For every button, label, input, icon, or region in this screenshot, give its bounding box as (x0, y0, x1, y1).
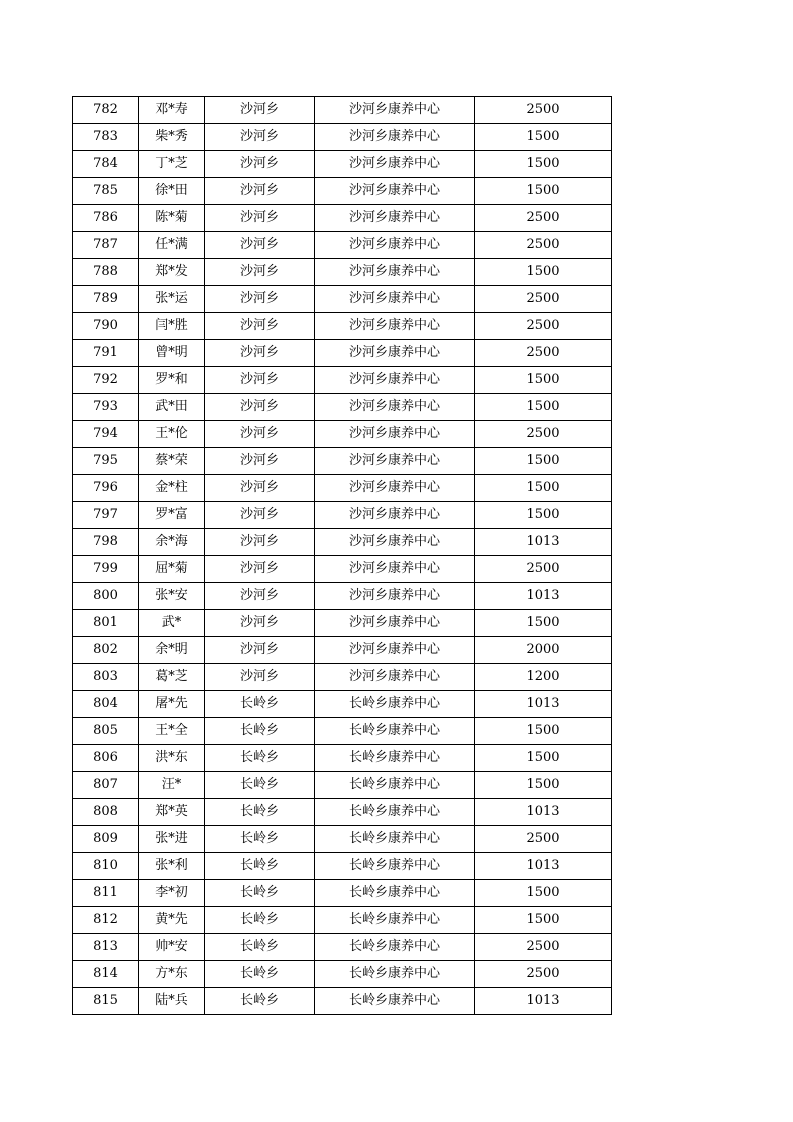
table-row (73, 286, 612, 313)
amount-cell: 1500 (475, 610, 612, 637)
township-cell: 沙河乡 (205, 421, 315, 448)
name-cell: 张*进 (139, 826, 205, 853)
roster-body (73, 97, 612, 1015)
amount-cell: 2500 (475, 826, 612, 853)
table-row (73, 529, 612, 556)
amount-cell: 2500 (475, 961, 612, 988)
amount-cell: 1500 (475, 772, 612, 799)
table-row (73, 502, 612, 529)
name-cell: 武*田 (139, 394, 205, 421)
name-cell: 余*明 (139, 637, 205, 664)
table-row (73, 934, 612, 961)
township-cell: 沙河乡 (205, 232, 315, 259)
care-center-cell: 沙河乡康养中心 (315, 124, 475, 151)
amount-cell: 1013 (475, 691, 612, 718)
care-center-cell: 沙河乡康养中心 (315, 178, 475, 205)
row-number-cell: 808 (73, 799, 139, 826)
name-cell: 李*初 (139, 880, 205, 907)
amount-cell: 2500 (475, 286, 612, 313)
care-center-cell: 长岭乡康养中心 (315, 772, 475, 799)
name-cell: 邓*寿 (139, 97, 205, 124)
care-center-cell: 长岭乡康养中心 (315, 718, 475, 745)
care-center-cell: 沙河乡康养中心 (315, 151, 475, 178)
row-number-cell: 809 (73, 826, 139, 853)
care-center-cell: 长岭乡康养中心 (315, 934, 475, 961)
township-cell: 长岭乡 (205, 907, 315, 934)
row-number-cell: 796 (73, 475, 139, 502)
amount-cell: 1013 (475, 529, 612, 556)
township-cell: 沙河乡 (205, 502, 315, 529)
table-row (73, 97, 612, 124)
table-row (73, 340, 612, 367)
amount-cell: 1500 (475, 745, 612, 772)
amount-cell: 1500 (475, 718, 612, 745)
table-row (73, 151, 612, 178)
amount-cell: 1500 (475, 475, 612, 502)
name-cell: 王*全 (139, 718, 205, 745)
table-row (73, 367, 612, 394)
row-number-cell: 793 (73, 394, 139, 421)
table-row (73, 394, 612, 421)
township-cell: 长岭乡 (205, 745, 315, 772)
name-cell: 闫*胜 (139, 313, 205, 340)
township-cell: 长岭乡 (205, 961, 315, 988)
name-cell: 张*运 (139, 286, 205, 313)
table-row (73, 718, 612, 745)
name-cell: 曾*明 (139, 340, 205, 367)
township-cell: 长岭乡 (205, 691, 315, 718)
row-number-cell: 787 (73, 232, 139, 259)
name-cell: 徐*田 (139, 178, 205, 205)
table-row (73, 853, 612, 880)
amount-cell: 1200 (475, 664, 612, 691)
township-cell: 沙河乡 (205, 448, 315, 475)
row-number-cell: 792 (73, 367, 139, 394)
amount-cell: 2500 (475, 421, 612, 448)
township-cell: 沙河乡 (205, 529, 315, 556)
row-number-cell: 786 (73, 205, 139, 232)
township-cell: 沙河乡 (205, 313, 315, 340)
row-number-cell: 811 (73, 880, 139, 907)
amount-cell: 1013 (475, 583, 612, 610)
care-center-cell: 长岭乡康养中心 (315, 826, 475, 853)
township-cell: 长岭乡 (205, 934, 315, 961)
name-cell: 葛*芝 (139, 664, 205, 691)
care-center-cell: 沙河乡康养中心 (315, 313, 475, 340)
name-cell: 任*满 (139, 232, 205, 259)
care-center-cell: 沙河乡康养中心 (315, 259, 475, 286)
care-center-cell: 沙河乡康养中心 (315, 367, 475, 394)
row-number-cell: 785 (73, 178, 139, 205)
amount-cell: 2500 (475, 934, 612, 961)
township-cell: 长岭乡 (205, 880, 315, 907)
township-cell: 沙河乡 (205, 205, 315, 232)
name-cell: 郑*发 (139, 259, 205, 286)
name-cell: 陆*兵 (139, 988, 205, 1015)
township-cell: 沙河乡 (205, 637, 315, 664)
township-cell: 长岭乡 (205, 853, 315, 880)
amount-cell: 1500 (475, 502, 612, 529)
row-number-cell: 815 (73, 988, 139, 1015)
care-center-cell: 沙河乡康养中心 (315, 448, 475, 475)
township-cell: 沙河乡 (205, 367, 315, 394)
name-cell: 黄*先 (139, 907, 205, 934)
row-number-cell: 794 (73, 421, 139, 448)
township-cell: 沙河乡 (205, 610, 315, 637)
row-number-cell: 812 (73, 907, 139, 934)
row-number-cell: 801 (73, 610, 139, 637)
care-center-cell: 长岭乡康养中心 (315, 853, 475, 880)
township-cell: 沙河乡 (205, 475, 315, 502)
row-number-cell: 800 (73, 583, 139, 610)
name-cell: 罗*富 (139, 502, 205, 529)
name-cell: 帅*安 (139, 934, 205, 961)
name-cell: 金*柱 (139, 475, 205, 502)
row-number-cell: 803 (73, 664, 139, 691)
township-cell: 长岭乡 (205, 718, 315, 745)
amount-cell: 2500 (475, 556, 612, 583)
amount-cell: 1500 (475, 907, 612, 934)
row-number-cell: 783 (73, 124, 139, 151)
row-number-cell: 813 (73, 934, 139, 961)
amount-cell: 1013 (475, 988, 612, 1015)
table-row (73, 313, 612, 340)
table-row (73, 421, 612, 448)
name-cell: 方*东 (139, 961, 205, 988)
table-row (73, 772, 612, 799)
row-number-cell: 789 (73, 286, 139, 313)
table-row (73, 880, 612, 907)
name-cell: 蔡*荣 (139, 448, 205, 475)
township-cell: 长岭乡 (205, 772, 315, 799)
township-cell: 沙河乡 (205, 286, 315, 313)
row-number-cell: 797 (73, 502, 139, 529)
table-row (73, 826, 612, 853)
table-row (73, 556, 612, 583)
table-row (73, 448, 612, 475)
name-cell: 郑*英 (139, 799, 205, 826)
care-center-cell: 长岭乡康养中心 (315, 691, 475, 718)
care-center-cell: 沙河乡康养中心 (315, 394, 475, 421)
name-cell: 洪*东 (139, 745, 205, 772)
name-cell: 武* (139, 610, 205, 637)
name-cell: 屈*菊 (139, 556, 205, 583)
row-number-cell: 782 (73, 97, 139, 124)
table-row (73, 664, 612, 691)
township-cell: 沙河乡 (205, 583, 315, 610)
table-row (73, 637, 612, 664)
township-cell: 沙河乡 (205, 151, 315, 178)
care-center-cell: 沙河乡康养中心 (315, 529, 475, 556)
care-center-cell: 长岭乡康养中心 (315, 880, 475, 907)
township-cell: 沙河乡 (205, 664, 315, 691)
care-center-cell: 沙河乡康养中心 (315, 340, 475, 367)
row-number-cell: 790 (73, 313, 139, 340)
care-center-cell: 沙河乡康养中心 (315, 664, 475, 691)
name-cell: 丁*芝 (139, 151, 205, 178)
amount-cell: 2500 (475, 313, 612, 340)
table-row (73, 745, 612, 772)
amount-cell: 2000 (475, 637, 612, 664)
care-center-cell: 长岭乡康养中心 (315, 961, 475, 988)
table-row (73, 988, 612, 1015)
name-cell: 柴*秀 (139, 124, 205, 151)
care-center-cell: 长岭乡康养中心 (315, 799, 475, 826)
row-number-cell: 805 (73, 718, 139, 745)
township-cell: 沙河乡 (205, 259, 315, 286)
table-row (73, 961, 612, 988)
township-cell: 沙河乡 (205, 124, 315, 151)
row-number-cell: 804 (73, 691, 139, 718)
table-row (73, 205, 612, 232)
name-cell: 屠*先 (139, 691, 205, 718)
amount-cell: 1500 (475, 151, 612, 178)
care-center-cell: 沙河乡康养中心 (315, 502, 475, 529)
township-cell: 沙河乡 (205, 394, 315, 421)
township-cell: 沙河乡 (205, 178, 315, 205)
row-number-cell: 795 (73, 448, 139, 475)
name-cell: 罗*和 (139, 367, 205, 394)
care-center-cell: 长岭乡康养中心 (315, 907, 475, 934)
row-number-cell: 791 (73, 340, 139, 367)
name-cell: 王*伦 (139, 421, 205, 448)
row-number-cell: 799 (73, 556, 139, 583)
table-row (73, 475, 612, 502)
care-center-cell: 沙河乡康养中心 (315, 583, 475, 610)
table-row (73, 178, 612, 205)
amount-cell: 2500 (475, 97, 612, 124)
table-row (73, 907, 612, 934)
township-cell: 沙河乡 (205, 97, 315, 124)
amount-cell: 2500 (475, 232, 612, 259)
name-cell: 余*海 (139, 529, 205, 556)
amount-cell: 2500 (475, 205, 612, 232)
amount-cell: 2500 (475, 340, 612, 367)
table-row (73, 799, 612, 826)
table-row (73, 124, 612, 151)
care-center-cell: 沙河乡康养中心 (315, 205, 475, 232)
table-row (73, 691, 612, 718)
amount-cell: 1500 (475, 259, 612, 286)
amount-cell: 1500 (475, 448, 612, 475)
table-row (73, 259, 612, 286)
amount-cell: 1500 (475, 178, 612, 205)
township-cell: 长岭乡 (205, 826, 315, 853)
name-cell: 张*安 (139, 583, 205, 610)
township-cell: 沙河乡 (205, 556, 315, 583)
table-row (73, 583, 612, 610)
row-number-cell: 814 (73, 961, 139, 988)
row-number-cell: 806 (73, 745, 139, 772)
row-number-cell: 798 (73, 529, 139, 556)
care-center-cell: 沙河乡康养中心 (315, 421, 475, 448)
care-center-cell: 长岭乡康养中心 (315, 988, 475, 1015)
table-row (73, 232, 612, 259)
amount-cell: 1500 (475, 394, 612, 421)
row-number-cell: 788 (73, 259, 139, 286)
township-cell: 沙河乡 (205, 340, 315, 367)
care-center-cell: 沙河乡康养中心 (315, 610, 475, 637)
amount-cell: 1500 (475, 367, 612, 394)
township-cell: 长岭乡 (205, 988, 315, 1015)
care-center-cell: 沙河乡康养中心 (315, 286, 475, 313)
roster-table (72, 96, 612, 1015)
township-cell: 长岭乡 (205, 799, 315, 826)
amount-cell: 1500 (475, 124, 612, 151)
care-center-cell: 沙河乡康养中心 (315, 556, 475, 583)
row-number-cell: 784 (73, 151, 139, 178)
care-center-cell: 长岭乡康养中心 (315, 745, 475, 772)
row-number-cell: 810 (73, 853, 139, 880)
amount-cell: 1013 (475, 799, 612, 826)
amount-cell: 1013 (475, 853, 612, 880)
care-center-cell: 沙河乡康养中心 (315, 637, 475, 664)
row-number-cell: 802 (73, 637, 139, 664)
name-cell: 陈*菊 (139, 205, 205, 232)
table-row (73, 610, 612, 637)
row-number-cell: 807 (73, 772, 139, 799)
care-center-cell: 沙河乡康养中心 (315, 232, 475, 259)
amount-cell: 1500 (475, 880, 612, 907)
name-cell: 汪* (139, 772, 205, 799)
name-cell: 张*利 (139, 853, 205, 880)
care-center-cell: 沙河乡康养中心 (315, 475, 475, 502)
care-center-cell: 沙河乡康养中心 (315, 97, 475, 124)
